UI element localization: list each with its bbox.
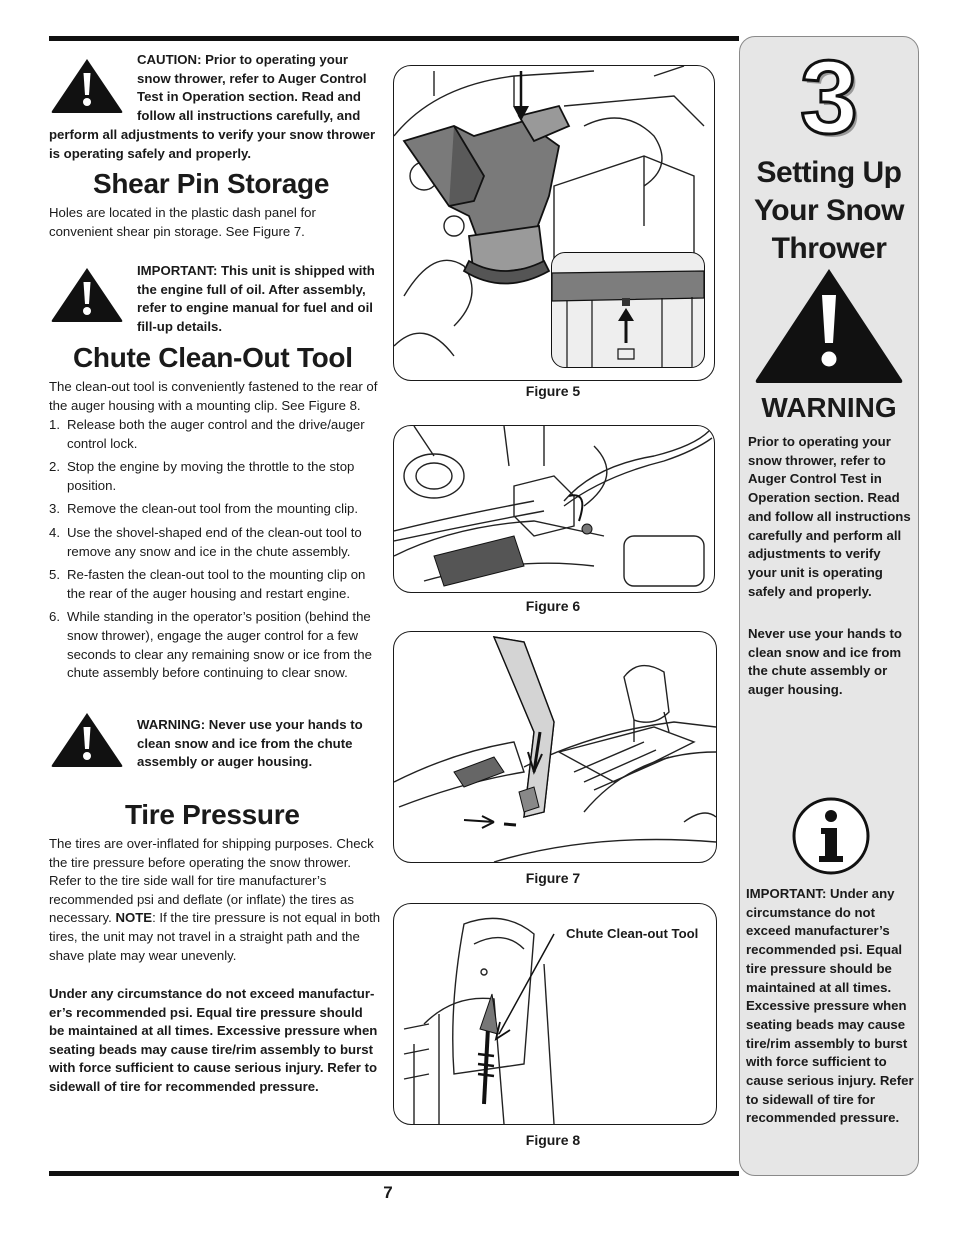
- list-item: 3. Remove the clean-out tool from the mounting clip.: [49, 501, 359, 517]
- figure-6-drawing: [394, 426, 714, 592]
- figure-7-image: [393, 631, 717, 863]
- important-text: IMPORTANT: This unit is shipped with the engine full of oil. After assembly, refer to engine manual for fuel and oil fill-up details.: [137, 263, 375, 335]
- list-item: 6. While standing in the operator’s position (behind the snow thrower), engage the auger control for a few seconds to clear any remaining snow or ice from the chute assembly before continuing to clear snow.: [49, 609, 372, 681]
- caution-warning-icon: [49, 56, 125, 114]
- figure-5-caption: Figure 5: [525, 383, 581, 399]
- chute-tool-steps: [49, 416, 377, 688]
- tire-pressure-warning: Under any circumstance do not exceed manufacturer’s recommended psi. Equal tire pressure should be maintained at all times. Excessive pressure when seating beads may cause tire/rim assembly to burst with force sufficient to cause serious injury. Refer to sidewall of tire for recommended pressure.: [49, 986, 378, 1094]
- tire-pressure-heading: Tire Pressure: [125, 799, 300, 830]
- figure-6-caption: Figure 6: [525, 598, 581, 614]
- figure-8-caption: Figure 8: [525, 1132, 581, 1148]
- sidebar-warning-icon: [753, 265, 905, 385]
- sidebar-warning-heading: WARNING: [761, 392, 897, 423]
- list-item: 4. Use the shovel-shaped end of the clean-out tool to remove any snow and ice in the chute assembly.: [49, 524, 362, 559]
- figure-6-image: [393, 425, 715, 593]
- info-icon: [791, 796, 871, 876]
- tire-pressure-text: The tires are over-inflated for shipping purposes. Check the tire pressure before operating the snow thrower. Refer to the tire side wall for tire manufacturer’s recommended psi and deflate (or inflate) the tires as necessary. NOTE: If the tire pressure is not equal in both tires, the unit may not travel in a straight path and the shave plate may wear unevenly.: [49, 836, 381, 963]
- figure-5-inset: [551, 252, 705, 368]
- top-rule: [49, 36, 739, 41]
- list-item: 5. Re-fasten the clean-out tool to the mounting clip on the rear of the auger housing and restart engine.: [49, 567, 366, 601]
- chute-tool-heading: Chute Clean-Out Tool: [73, 342, 353, 373]
- figure-8-tool-label: Chute Clean-out Tool: [566, 926, 699, 941]
- figure-7-caption: Figure 7: [525, 870, 581, 886]
- figure-5-inset-drawing: [552, 253, 704, 367]
- sidebar-hands-text: Never use your hands to clean snow and ice from the chute assembly or auger housing.: [748, 626, 902, 698]
- figure-7-drawing: [394, 632, 716, 862]
- important-warning-icon: [49, 265, 125, 323]
- shear-pin-heading: Shear Pin Storage: [93, 168, 330, 199]
- caution-text-continued: perform all adjustments to verify your snow thrower is operating safely and properly.: [49, 127, 376, 161]
- sidebar-warning-text: Prior to operating your snow thrower, refer to Auger Control Test in Operation section. Read and follow all instructions carefully and perform all adjustments to verify your unit is operating safely and properly.: [748, 434, 911, 599]
- hands-warning-text: WARNING: Never use your hands to clean snow and ice from the chute assembly or auger housing.: [137, 717, 363, 770]
- sidebar-important-text: IMPORTANT: Under any circumstance do not exceed manufacturer’s recommended psi. Equal tire pressure should be maintained at all times. Excessive pressure when seating beads may cause tire/rim assembly to burst with force sufficient to cause serious injury. Refer to sidewall of tire for recommended pressure.: [746, 886, 914, 1126]
- chute-tool-intro: The clean-out tool is conveniently fastened to the rear of the auger housing with a mounting clip. See Figure 8.: [49, 379, 378, 413]
- figure-5-image: [393, 65, 715, 381]
- list-item: 2. Stop the engine by moving the throttle to the stop position.: [49, 459, 355, 493]
- figure-8-image: [393, 903, 717, 1125]
- shear-pin-text: Holes are located in the plastic dash panel for convenient shear pin storage. See Figure 7.: [49, 205, 316, 239]
- chapter-sidebar: [739, 36, 919, 1176]
- chapter-number: 3: [800, 40, 858, 156]
- caution-text: CAUTION: Prior to operating your snow thrower, refer to Auger Control Test in Operation section. Read and follow all instructions carefully, and: [137, 52, 367, 124]
- bottom-rule: [49, 1171, 739, 1176]
- list-item: 1. Release both the auger control and the drive/auger control lock.: [49, 417, 365, 451]
- chapter-title: Setting Up Your Snow Thrower: [754, 156, 904, 265]
- hands-warning-icon: [49, 710, 125, 768]
- page-number: 7: [383, 1183, 393, 1202]
